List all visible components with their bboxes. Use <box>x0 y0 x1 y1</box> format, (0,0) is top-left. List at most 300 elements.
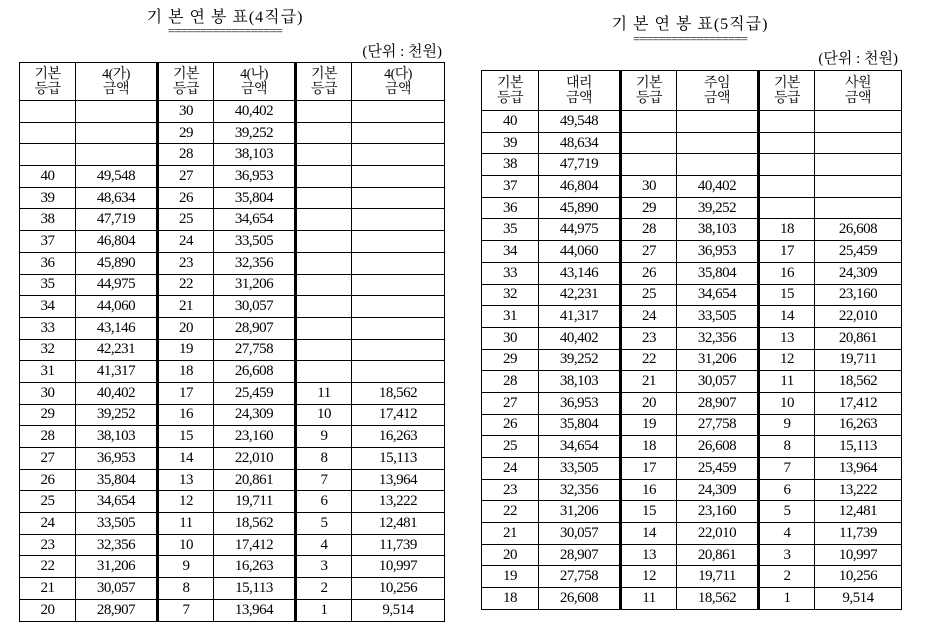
amount-cell: 32,356 <box>677 327 759 349</box>
amount-cell: 19,711 <box>214 491 296 513</box>
amount-cell <box>76 144 158 166</box>
amount-cell: 32,356 <box>539 479 621 501</box>
grade-cell: 28 <box>482 371 539 393</box>
header-row <box>20 63 445 101</box>
grade-cell: 16 <box>759 262 815 284</box>
header-line: 사원 <box>844 75 872 91</box>
grade-cell: 4 <box>296 534 352 556</box>
grade-cell: 30 <box>158 101 214 123</box>
amount-cell: 39,252 <box>76 404 158 426</box>
grade-cell <box>296 296 352 318</box>
grade-cell <box>621 111 677 133</box>
grade-cell: 37 <box>20 231 76 253</box>
header-line: 대리 <box>565 75 593 91</box>
grade-cell: 10 <box>759 392 815 414</box>
amount-cell <box>815 154 902 176</box>
grade-cell: 12 <box>759 349 815 371</box>
header-line: 주임 <box>703 75 731 91</box>
grade-cell: 19 <box>158 339 214 361</box>
amount-cell: 34,654 <box>539 436 621 458</box>
grade-cell: 13 <box>759 327 815 349</box>
table-row <box>482 436 902 458</box>
table-row <box>20 101 445 123</box>
grade-cell: 20 <box>482 544 539 566</box>
table-row <box>20 491 445 513</box>
table-row <box>20 534 445 556</box>
amount-cell: 43,146 <box>539 262 621 284</box>
table-row <box>482 544 902 566</box>
table-row <box>482 371 902 393</box>
grade-cell: 18 <box>482 588 539 610</box>
amount-cell: 44,060 <box>539 241 621 263</box>
amount-cell: 15,113 <box>815 436 902 458</box>
amount-cell: 16,263 <box>815 414 902 436</box>
header-line: 등급 <box>773 90 801 106</box>
amount-cell: 30,057 <box>214 296 296 318</box>
grade-cell: 5 <box>296 513 352 535</box>
grade-cell <box>296 101 352 123</box>
table-row <box>20 317 445 339</box>
amount-cell: 18,562 <box>214 513 296 535</box>
grade-cell: 11 <box>759 371 815 393</box>
amount-cell: 17,412 <box>214 534 296 556</box>
amount-cell: 22,010 <box>214 448 296 470</box>
amount-cell: 38,103 <box>214 144 296 166</box>
grade-cell: 27 <box>20 448 76 470</box>
amount-cell: 16,263 <box>352 426 445 448</box>
header-line: 기본 <box>34 66 61 82</box>
amount-cell <box>815 176 902 198</box>
amount-cell: 27,758 <box>539 566 621 588</box>
grade-cell: 5 <box>759 501 815 523</box>
header-line: 기본 <box>172 66 200 82</box>
amount-cell: 10,256 <box>815 566 902 588</box>
table-row <box>482 588 902 610</box>
amount-cell: 13,964 <box>352 469 445 491</box>
amount-cell: 28,907 <box>76 599 158 621</box>
amount-cell <box>815 111 902 133</box>
amount-cell: 28,907 <box>677 392 759 414</box>
table-row <box>482 523 902 545</box>
amount-cell: 22,010 <box>677 523 759 545</box>
grade-cell: 19 <box>482 566 539 588</box>
table-row <box>20 231 445 253</box>
amount-cell: 28,907 <box>214 317 296 339</box>
grade-cell: 16 <box>158 404 214 426</box>
right-unit-label: (단위 : 천원) <box>818 51 898 67</box>
grade-cell: 3 <box>759 544 815 566</box>
amount-cell: 15,113 <box>352 448 445 470</box>
grade-cell <box>296 209 352 231</box>
grade-cell: 36 <box>20 252 76 274</box>
header-line: 기본 <box>773 75 801 91</box>
grade-cell <box>296 274 352 296</box>
amount-cell: 41,317 <box>76 361 158 383</box>
grade-cell: 38 <box>482 154 539 176</box>
grade-cell: 17 <box>158 382 214 404</box>
table-row <box>20 187 445 209</box>
table-row <box>20 122 445 144</box>
left-title-underline: ================== <box>168 23 282 38</box>
grade-cell: 26 <box>158 187 214 209</box>
amount-cell: 39,252 <box>214 122 296 144</box>
amount-cell: 39,252 <box>539 349 621 371</box>
grade-cell: 30 <box>482 327 539 349</box>
table-row <box>482 176 902 198</box>
grade-cell: 13 <box>621 544 677 566</box>
grade-cell: 24 <box>20 513 76 535</box>
amount-cell: 33,505 <box>539 458 621 480</box>
amount-cell: 34,654 <box>677 284 759 306</box>
amount-cell: 12,481 <box>352 513 445 535</box>
amount-cell <box>352 122 445 144</box>
amount-cell: 46,804 <box>539 176 621 198</box>
grade-cell: 34 <box>482 241 539 263</box>
grade-cell: 9 <box>158 556 214 578</box>
grade-cell: 29 <box>20 404 76 426</box>
amount-cell: 39,252 <box>677 197 759 219</box>
header-line: 기본 <box>310 66 338 82</box>
table-row <box>482 501 902 523</box>
amount-cell: 16,263 <box>214 556 296 578</box>
grade-cell: 26 <box>20 469 76 491</box>
amount-cell: 26,608 <box>677 436 759 458</box>
grade-cell: 24 <box>482 458 539 480</box>
amount-cell: 11,739 <box>815 523 902 545</box>
salary-table-5-grades <box>481 70 902 610</box>
grade-cell: 16 <box>621 479 677 501</box>
amount-cell: 40,402 <box>539 327 621 349</box>
table-row <box>482 458 902 480</box>
grade-cell: 30 <box>621 176 677 198</box>
amount-cell: 25,459 <box>815 241 902 263</box>
grade-cell: 36 <box>482 197 539 219</box>
amount-cell: 46,804 <box>76 231 158 253</box>
amount-cell: 43,146 <box>76 317 158 339</box>
amount-cell: 18,562 <box>815 371 902 393</box>
grade-cell: 23 <box>158 252 214 274</box>
amount-cell <box>815 132 902 154</box>
grade-cell: 20 <box>20 599 76 621</box>
amount-cell: 10,997 <box>815 544 902 566</box>
amount-cell <box>352 231 445 253</box>
table-row <box>20 296 445 318</box>
amount-cell: 19,711 <box>677 566 759 588</box>
grade-cell <box>296 187 352 209</box>
amount-cell: 9,514 <box>815 588 902 610</box>
grade-cell <box>759 132 815 154</box>
grade-cell: 21 <box>20 578 76 600</box>
grade-cell: 14 <box>759 306 815 328</box>
amount-cell <box>352 361 445 383</box>
grade-cell: 25 <box>20 491 76 513</box>
grade-cell: 24 <box>621 306 677 328</box>
grade-cell: 10 <box>296 404 352 426</box>
table-row <box>20 578 445 600</box>
header-line: 등급 <box>172 81 200 97</box>
amount-cell: 24,309 <box>214 404 296 426</box>
amount-cell: 49,548 <box>539 111 621 133</box>
amount-cell: 34,654 <box>76 491 158 513</box>
amount-cell: 44,060 <box>76 296 158 318</box>
amount-cell: 36,953 <box>677 241 759 263</box>
grade-cell: 31 <box>482 306 539 328</box>
table-row <box>482 154 902 176</box>
salary-table-4-grades <box>19 62 445 622</box>
grade-cell: 18 <box>621 436 677 458</box>
grade-cell: 3 <box>296 556 352 578</box>
amount-cell: 41,317 <box>539 306 621 328</box>
header-line: 4(다) <box>384 66 412 82</box>
left-unit-label: (단위 : 천원) <box>362 44 442 60</box>
amount-cell <box>352 252 445 274</box>
grade-cell: 29 <box>621 197 677 219</box>
table-row <box>20 513 445 535</box>
amount-cell: 35,804 <box>214 187 296 209</box>
table-row <box>20 556 445 578</box>
column-header-amount <box>677 71 759 111</box>
amount-cell: 17,412 <box>352 404 445 426</box>
header-line: 등급 <box>496 90 524 106</box>
amount-cell: 36,953 <box>214 166 296 188</box>
grade-cell <box>296 252 352 274</box>
grade-cell: 40 <box>20 166 76 188</box>
table-row <box>20 274 445 296</box>
column-header-amount <box>214 63 296 101</box>
amount-cell <box>677 111 759 133</box>
table-row <box>482 284 902 306</box>
amount-cell: 33,505 <box>677 306 759 328</box>
table-row <box>482 349 902 371</box>
amount-cell: 36,953 <box>76 448 158 470</box>
amount-cell: 20,861 <box>815 327 902 349</box>
grade-cell: 8 <box>759 436 815 458</box>
grade-cell: 22 <box>20 556 76 578</box>
grade-cell: 21 <box>621 371 677 393</box>
amount-cell: 38,103 <box>677 219 759 241</box>
grade-cell: 15 <box>621 501 677 523</box>
amount-cell: 36,953 <box>539 392 621 414</box>
grade-cell: 27 <box>621 241 677 263</box>
table-row <box>20 166 445 188</box>
grade-cell: 12 <box>621 566 677 588</box>
grade-cell: 28 <box>621 219 677 241</box>
header-line: 금액 <box>384 81 412 97</box>
amount-cell: 26,608 <box>539 588 621 610</box>
grade-cell <box>759 176 815 198</box>
grade-cell <box>20 101 76 123</box>
amount-cell: 34,654 <box>214 209 296 231</box>
amount-cell: 23,160 <box>214 426 296 448</box>
grade-cell <box>20 122 76 144</box>
amount-cell <box>677 154 759 176</box>
grade-cell: 40 <box>482 111 539 133</box>
grade-cell: 19 <box>621 414 677 436</box>
table-row <box>20 252 445 274</box>
amount-cell: 15,113 <box>214 578 296 600</box>
header-line: 기본 <box>635 75 663 91</box>
grade-cell: 20 <box>621 392 677 414</box>
table-row <box>482 262 902 284</box>
amount-cell: 27,758 <box>214 339 296 361</box>
grade-cell: 32 <box>482 284 539 306</box>
table-row <box>20 599 445 621</box>
amount-cell: 20,861 <box>677 544 759 566</box>
amount-cell: 17,412 <box>815 392 902 414</box>
header-line: 등급 <box>310 81 338 97</box>
amount-cell: 45,890 <box>539 197 621 219</box>
amount-cell: 18,562 <box>677 588 759 610</box>
header-line: 금액 <box>844 90 872 106</box>
grade-cell: 29 <box>482 349 539 371</box>
amount-cell: 42,231 <box>539 284 621 306</box>
grade-cell: 6 <box>759 479 815 501</box>
header-row <box>482 71 902 111</box>
column-header-grade <box>20 63 76 101</box>
header-line: 금액 <box>240 81 268 97</box>
amount-cell: 25,459 <box>214 382 296 404</box>
right-title-underline: ================== <box>633 31 747 46</box>
table-row <box>20 209 445 231</box>
amount-cell: 31,206 <box>539 501 621 523</box>
amount-cell <box>352 209 445 231</box>
amount-cell: 24,309 <box>677 479 759 501</box>
right-table-title: 기 본 연 봉 표(5직급) <box>611 16 769 33</box>
table-row <box>20 339 445 361</box>
grade-cell: 13 <box>158 469 214 491</box>
grade-cell: 12 <box>158 491 214 513</box>
amount-cell: 13,964 <box>214 599 296 621</box>
header-line: 기본 <box>496 75 524 91</box>
column-header-grade <box>158 63 214 101</box>
table-row <box>482 111 902 133</box>
amount-cell: 40,402 <box>677 176 759 198</box>
table-row <box>20 404 445 426</box>
grade-cell: 21 <box>158 296 214 318</box>
grade-cell: 27 <box>482 392 539 414</box>
amount-cell: 26,608 <box>214 361 296 383</box>
column-header-amount <box>352 63 445 101</box>
table-row <box>482 306 902 328</box>
amount-cell: 13,222 <box>815 479 902 501</box>
grade-cell: 22 <box>158 274 214 296</box>
grade-cell: 17 <box>621 458 677 480</box>
amount-cell: 47,719 <box>539 154 621 176</box>
amount-cell: 31,206 <box>677 349 759 371</box>
amount-cell: 47,719 <box>76 209 158 231</box>
grade-cell: 25 <box>621 284 677 306</box>
header-line: 4(나) <box>240 66 268 82</box>
table-row <box>482 566 902 588</box>
grade-cell <box>759 197 815 219</box>
grade-cell: 7 <box>158 599 214 621</box>
left-table-title: 기 본 연 봉 표(4직급) <box>146 9 304 26</box>
grade-cell <box>621 132 677 154</box>
amount-cell <box>76 122 158 144</box>
amount-cell: 18,562 <box>352 382 445 404</box>
grade-cell <box>621 154 677 176</box>
grade-cell: 33 <box>20 317 76 339</box>
grade-cell: 25 <box>482 436 539 458</box>
table-row <box>20 382 445 404</box>
grade-cell: 23 <box>482 479 539 501</box>
table-row <box>20 469 445 491</box>
amount-cell: 44,975 <box>539 219 621 241</box>
grade-cell: 26 <box>621 262 677 284</box>
grade-cell <box>296 166 352 188</box>
grade-cell: 8 <box>296 448 352 470</box>
grade-cell: 35 <box>20 274 76 296</box>
grade-cell: 21 <box>482 523 539 545</box>
grade-cell: 22 <box>482 501 539 523</box>
table-row <box>482 479 902 501</box>
table-row <box>482 414 902 436</box>
amount-cell: 13,222 <box>352 491 445 513</box>
header-line: 금액 <box>703 90 731 106</box>
amount-cell: 24,309 <box>815 262 902 284</box>
grade-cell: 2 <box>296 578 352 600</box>
amount-cell <box>352 339 445 361</box>
amount-cell: 40,402 <box>76 382 158 404</box>
amount-cell: 49,548 <box>76 166 158 188</box>
grade-cell: 24 <box>158 231 214 253</box>
grade-cell <box>296 339 352 361</box>
amount-cell: 31,206 <box>76 556 158 578</box>
amount-cell: 26,608 <box>815 219 902 241</box>
column-header-grade <box>759 71 815 111</box>
grade-cell: 31 <box>20 361 76 383</box>
grade-cell: 25 <box>158 209 214 231</box>
grade-cell <box>296 122 352 144</box>
amount-cell: 23,160 <box>815 284 902 306</box>
grade-cell: 23 <box>20 534 76 556</box>
grade-cell: 9 <box>759 414 815 436</box>
amount-cell: 35,804 <box>539 414 621 436</box>
amount-cell: 40,402 <box>214 101 296 123</box>
grade-cell <box>296 361 352 383</box>
amount-cell <box>352 187 445 209</box>
grade-cell: 9 <box>296 426 352 448</box>
amount-cell: 23,160 <box>677 501 759 523</box>
amount-cell: 30,057 <box>539 523 621 545</box>
amount-cell: 19,711 <box>815 349 902 371</box>
column-header-grade <box>621 71 677 111</box>
table-row <box>482 241 902 263</box>
grade-cell: 18 <box>158 361 214 383</box>
grade-cell: 14 <box>621 523 677 545</box>
column-header-grade <box>482 71 539 111</box>
amount-cell <box>352 317 445 339</box>
amount-cell <box>677 132 759 154</box>
amount-cell <box>815 197 902 219</box>
grade-cell: 20 <box>158 317 214 339</box>
amount-cell: 42,231 <box>76 339 158 361</box>
amount-cell: 10,256 <box>352 578 445 600</box>
amount-cell: 32,356 <box>214 252 296 274</box>
grade-cell <box>759 111 815 133</box>
amount-cell: 11,739 <box>352 534 445 556</box>
amount-cell: 44,975 <box>76 274 158 296</box>
grade-cell: 30 <box>20 382 76 404</box>
table-row <box>20 426 445 448</box>
grade-cell: 32 <box>20 339 76 361</box>
grade-cell: 7 <box>296 469 352 491</box>
amount-cell: 9,514 <box>352 599 445 621</box>
amount-cell: 35,804 <box>76 469 158 491</box>
grade-cell: 15 <box>759 284 815 306</box>
grade-cell: 39 <box>482 132 539 154</box>
grade-cell: 14 <box>158 448 214 470</box>
